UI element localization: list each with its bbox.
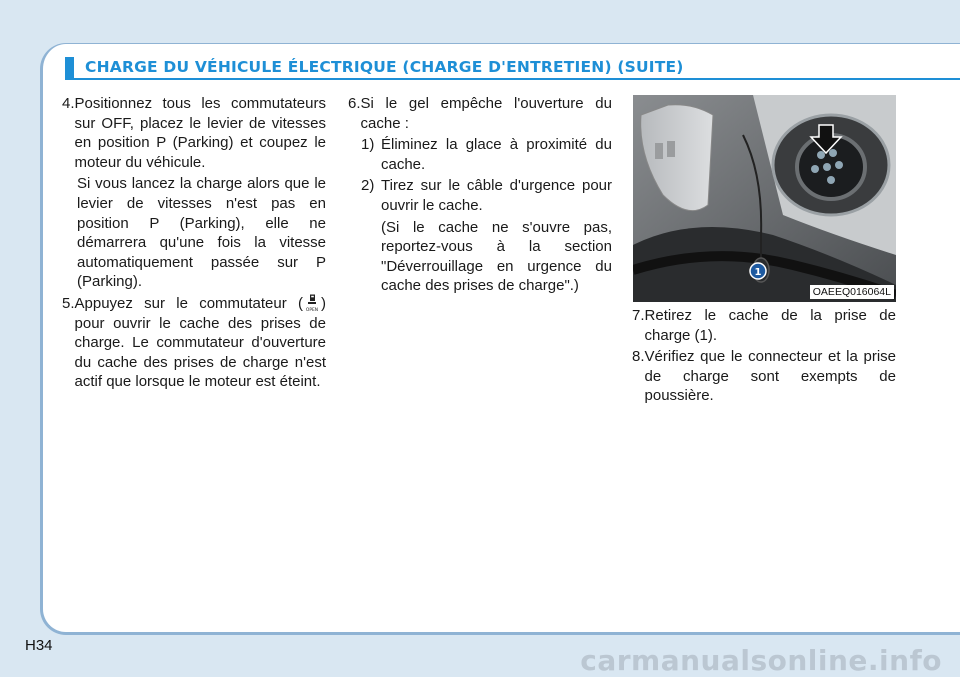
step-6 [348,94,612,133]
substep-2 [348,176,612,215]
step-5 [62,294,326,392]
section-header [65,57,960,80]
watermark: carmanualsonline.info [580,644,942,677]
step-8 [632,347,896,406]
substep-text: Éliminez la glace à proximité du cache. [381,136,612,173]
charge-port-illustration [633,95,896,302]
step-number: 6. [348,95,361,112]
step-number: 4. [62,95,75,112]
page-number: H34 [25,637,53,654]
substep-1 [348,135,612,174]
substep-number: 2) [361,177,375,195]
charge-door-open-switch-icon [305,294,319,312]
step-text: Retirez le cache de la prise de charge (1). [644,307,896,344]
step-text: Vérifiez que le connecteur et la prise de charge sont exempts de poussière. [644,348,896,405]
step-5-text-before: Appuyez sur le commutateur ( [74,294,303,312]
title-accent-bar [65,57,74,80]
figure-code: OAEEQ016064L [810,285,894,299]
section-title: CHARGE DU VÉHICULE ÉLECTRIQUE (CHARGE D'ENTRETIEN) (SUITE) [85,58,684,76]
step-number: 5. [62,294,75,312]
substep-2-note: (Si le cache ne s'ouvre pas, reportez-vous à la section "Déverrouillage en urgence du cache des prises de charge".) [381,218,612,295]
step-5-text-after: ) pour ouvrir le cache des prises de charge. Le commutateur d'ouverture du cache des prises de charge n'est actif que lorsque le moteur est éteint. [74,294,326,391]
column-3 [632,306,896,406]
title-underline [74,78,960,80]
step-text: Positionnez tous les commutateurs sur OFF, placez le levier de vitesses en position P (Parking) et coupez le moteur du véhicule. [74,95,326,171]
step-number: 8. [632,348,645,366]
step-text: Si le gel empêche l'ouverture du cache : [360,95,612,132]
step-text [75,294,326,392]
step-7 [632,306,896,345]
column-2 [348,94,612,296]
step-number: 7. [632,307,645,324]
column-1 [62,94,326,392]
substep-text: Tirez sur le câble d'urgence pour ouvrir le cache. [381,177,612,214]
svg-text:1: 1 [754,267,762,278]
svg-text:OPEN: OPEN [305,307,319,312]
charge-port-photo [633,95,896,302]
substep-number: 1) [361,136,375,154]
step-4-note: Si vous lancez la charge alors que le levier de vitesses n'est pas en position P (Parking), elle ne démarrera qu'une fois la vitesse automatiquement passée sur P (Parking). [77,175,326,291]
step-4 [62,94,326,172]
callout-marker [750,263,766,279]
